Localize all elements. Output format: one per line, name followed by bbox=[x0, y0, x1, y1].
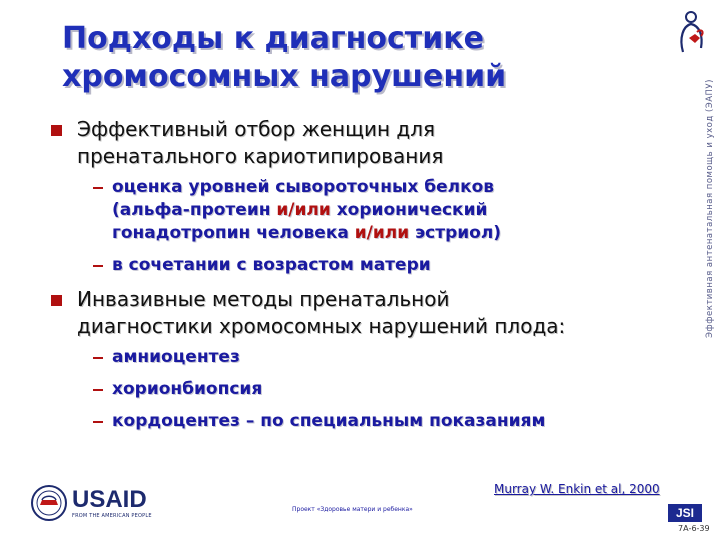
highlight-and-or: и/или bbox=[354, 223, 410, 243]
slide-number: 7А-6-39 bbox=[678, 524, 710, 533]
sub-line: кордоцентез – по специальным показаниям bbox=[112, 411, 546, 431]
usaid-seal-icon bbox=[30, 484, 68, 522]
side-caption: Эффективная антенатальная помощь и уход (ЭАПУ) bbox=[705, 79, 715, 338]
usaid-tagline: FROM THE AMERICAN PEOPLE bbox=[72, 513, 152, 519]
dash-bullet-icon bbox=[93, 357, 103, 359]
dash-bullet-icon bbox=[93, 265, 103, 267]
sub-list bbox=[93, 346, 678, 433]
citation-link[interactable]: Murray W. Enkin et al, 2000 bbox=[494, 482, 660, 496]
title-line-1: Подходы к диагностике bbox=[62, 21, 484, 56]
dash-bullet-icon bbox=[93, 187, 103, 189]
usaid-logo bbox=[30, 484, 152, 522]
jsi-logo: JSI bbox=[668, 504, 702, 522]
sub-item bbox=[93, 254, 678, 277]
sub-line: (альфа-протеин bbox=[112, 200, 277, 220]
sub-line: хорионбиопсия bbox=[112, 379, 263, 399]
bullet-square-icon bbox=[51, 295, 62, 306]
bullet-line: Эффективный отбор женщин для bbox=[77, 117, 436, 141]
sub-line: в сочетании с возрастом матери bbox=[112, 255, 431, 275]
slide-title bbox=[62, 20, 622, 96]
bullet-line: пренатального кариотипирования bbox=[77, 144, 444, 168]
sub-line: эстриол) bbox=[409, 223, 502, 243]
sub-line: амниоцентез bbox=[112, 347, 240, 367]
slide-content bbox=[48, 116, 678, 442]
highlight-and-or: и/или bbox=[276, 200, 331, 220]
sub-item bbox=[93, 176, 678, 245]
usaid-name: USAID bbox=[72, 486, 147, 513]
bullet-square-icon bbox=[51, 125, 62, 136]
bullet-line: диагностики хромосомных нарушений плода: bbox=[77, 314, 566, 338]
bullet-item bbox=[48, 116, 678, 170]
sub-item bbox=[93, 378, 678, 401]
title-line-2: хромосомных нарушений bbox=[62, 59, 507, 94]
sub-line: гонадотропин человека bbox=[112, 223, 355, 243]
sub-line: хорионический bbox=[330, 200, 488, 220]
sub-item bbox=[93, 410, 678, 433]
project-name: Проект «Здоровье матери и ребенка» bbox=[292, 506, 413, 513]
bullet-line: Инвазивные методы пренатальной bbox=[77, 287, 450, 311]
sub-item bbox=[93, 346, 678, 369]
bullet-item bbox=[48, 286, 678, 340]
dash-bullet-icon bbox=[93, 389, 103, 391]
sub-list bbox=[93, 176, 678, 277]
dash-bullet-icon bbox=[93, 421, 103, 423]
sub-line: оценка уровней сывороточных белков bbox=[112, 177, 495, 197]
